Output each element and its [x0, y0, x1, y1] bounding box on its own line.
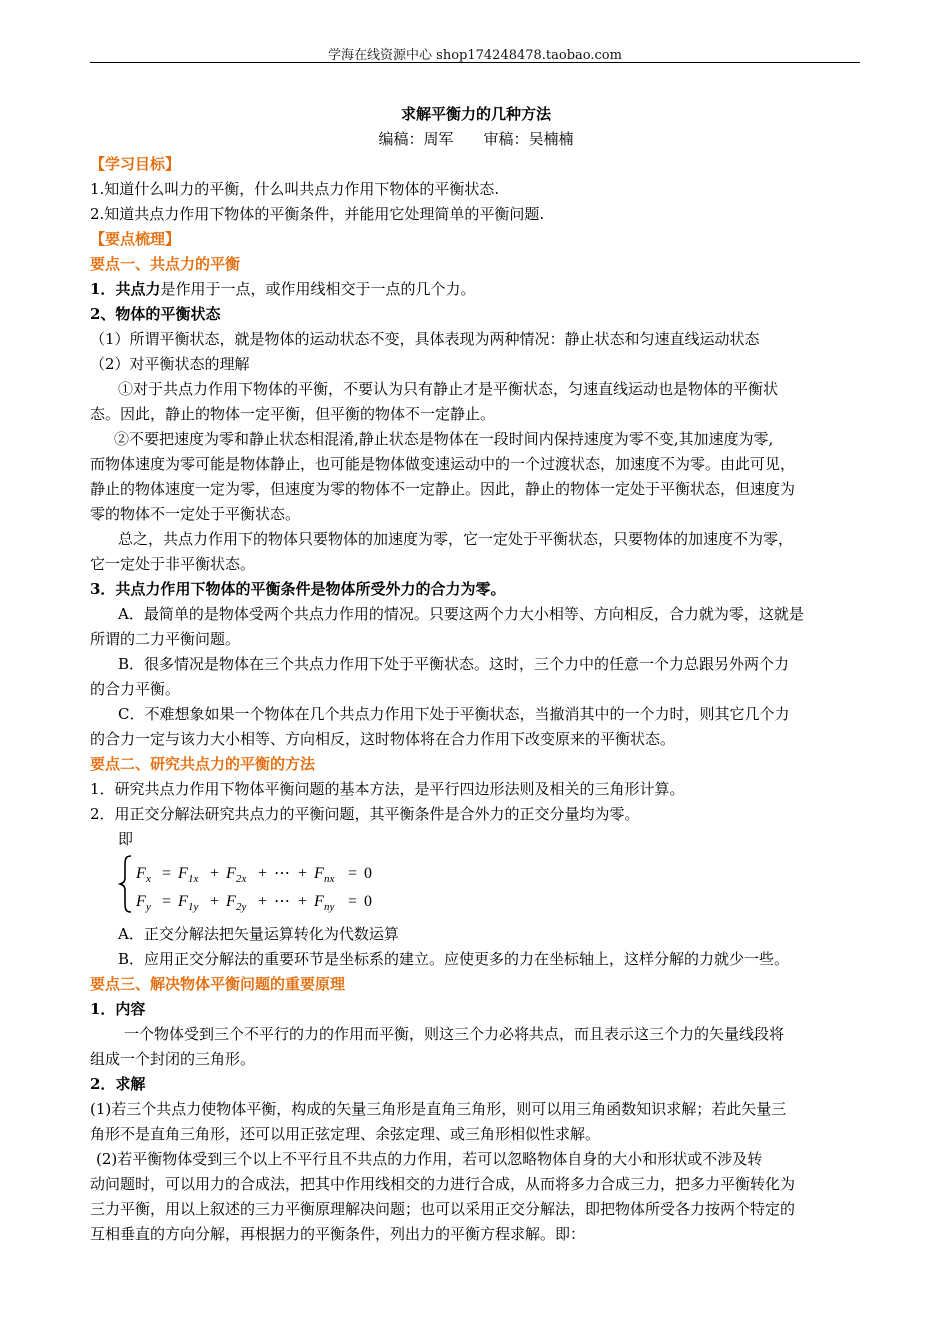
text-line: (1)若三个共点力使物体平衡，构成的矢量三角形是直角三角形，则可以用三角函数知识求解；若此矢量三	[90, 1100, 787, 1118]
eq1-equals2: =	[348, 865, 358, 882]
eq2-term1: F1y	[178, 893, 199, 913]
goal-2: 2.知道共点力作用下物体的平衡条件，并能用它处理简单的平衡问题.	[90, 205, 545, 223]
text-line: 角形不是直角三角形，还可以用正弦定理、余弦定理、或三角形相似性求解。	[90, 1125, 601, 1143]
eq1-equals: =	[162, 865, 172, 882]
eq1-zero: 0	[364, 865, 372, 882]
key-point-2-heading: 要点二、研究共点力的平衡的方法	[90, 755, 316, 773]
eq2-term3: Fny	[314, 893, 335, 913]
paragraph-concurrent-force	[90, 277, 862, 302]
section-learning-goals: 【学习目标】	[90, 155, 181, 173]
equation-system	[118, 852, 458, 916]
text-line: 1．研究共点力作用下物体平衡问题的基本方法，是平行四边形法则及相关的三角形计算。	[90, 780, 685, 798]
key-point-3-heading: 要点三、解决物体平衡问题的重要原理	[90, 975, 346, 993]
doc-credits: 编稿：周军 审稿：吴楠楠	[378, 130, 574, 148]
eq1-plus3: +	[298, 865, 308, 882]
text-line: 互相垂直的方向分解，再根据力的平衡条件，列出力的平衡方程求解。即：	[90, 1225, 586, 1243]
text-line: 三力平衡，用以上叙述的三力平衡原理解决问题；也可以采用正交分解法，即把物体所受各力按两个特定的	[90, 1200, 796, 1218]
text-line: 所谓的二力平衡问题。	[90, 630, 241, 648]
paragraph-2-2: （2）对平衡状态的理解	[90, 355, 250, 373]
text-line: 动问题时，可以用力的合成法，把其中作用线相交的力进行合成，从而将多力合成三力，把多力平衡转化为	[90, 1175, 796, 1193]
eq2-lhs: Fy	[136, 893, 151, 913]
page-header: 学海在线资源中心 shop174248478.taobao.com	[328, 48, 622, 63]
section-key-points: 【要点梳理】	[90, 230, 181, 248]
equilibrium-equations	[118, 852, 862, 916]
eq2-ellipsis: ⋯	[274, 893, 290, 910]
term-concurrent-force: 共点力	[115, 280, 161, 298]
text-line: A．最简单的是物体受两个共点力作用的情况。只要这两个力大小相等、方向相反，合力就为零，这就是	[118, 605, 804, 623]
goal-1: 1.知道什么叫力的平衡，什么叫共点力作用下物体的平衡状态.	[90, 180, 500, 198]
num-1: 1．	[90, 280, 116, 298]
text-line: 一个物体受到三个不平行的力的作用而平衡，则这三个力必将共点，而且表示这三个力的矢量线段将	[124, 1025, 785, 1043]
eq1-lhs: Fx	[136, 865, 151, 885]
text-line: (2)若平衡物体受到三个以上不平行且不共点的力作用，若可以忽略物体自身的大小和形状或不涉及转	[96, 1150, 763, 1168]
eq1-ellipsis: ⋯	[274, 865, 290, 882]
heading-equilibrium-state: 2、物体的平衡状态	[90, 305, 221, 323]
eq2-plus3: +	[298, 893, 308, 910]
key-point-1-heading: 要点一、共点力的平衡	[90, 255, 241, 273]
text-line: A．正交分解法把矢量运算转化为代数运算	[118, 925, 399, 943]
eq2-zero: 0	[364, 893, 372, 910]
text-line: 2．用正交分解法研究共点力的平衡问题，其平衡条件是合外力的正交分量均为零。	[90, 805, 640, 823]
text-line: 总之，共点力作用下的物体只要物体的加速度为零，它一定处于平衡状态，只要物体的加速度不为零，	[118, 530, 794, 548]
eq1-term3: Fnx	[314, 865, 335, 885]
text-line: 零的物体不一定处于平衡状态。	[90, 505, 301, 523]
heading-equilibrium-condition: 3．共点力作用下物体的平衡条件是物体所受外力的合力为零。	[90, 580, 506, 598]
eq2-plus1: +	[210, 893, 220, 910]
eq1-term1: F1x	[178, 865, 199, 885]
text-line: 即	[118, 830, 134, 848]
text-line: ②不要把速度为零和静止状态相混淆,静止状态是物体在一段时间内保持速度为零不变,其加速度为零,	[114, 430, 774, 448]
text-line: 态。因此，静止的物体一定平衡，但平衡的物体不一定静止。	[90, 405, 496, 423]
text-line: 组成一个封闭的三角形。	[90, 1050, 256, 1068]
text-line: ①对于共点力作用下物体的平衡，不要认为只有静止才是平衡状态，匀速直线运动也是物体的平衡状	[118, 380, 779, 398]
left-brace	[120, 856, 131, 912]
paragraph-2-1: （1）所谓平衡状态，就是物体的运动状态不变，具体表现为两种情况：静止状态和匀速直线运动状态	[90, 330, 760, 348]
document-body	[90, 102, 862, 1247]
text-line: 静止的物体速度一定为零，但速度为零的物体不一定静止。因此，静止的物体一定处于平衡状态，但速度为	[90, 480, 796, 498]
eq1-term2: F2x	[226, 865, 247, 885]
eq2-equals: =	[162, 893, 172, 910]
text-line: 而物体速度为零可能是物体静止，也可能是物体做变速运动中的一个过渡状态，加速度不为零。由此可见，	[90, 455, 796, 473]
eq2-equals2: =	[348, 893, 358, 910]
text-line: B．应用正交分解法的重要环节是坐标系的建立。应使更多的力在坐标轴上，这样分解的力就少一些。	[118, 950, 790, 968]
text-line: C．不难想象如果一个物体在几个共点力作用下处于平衡状态，当撤消其中的一个力时，则其它几个力	[118, 705, 790, 723]
eq1-plus2: +	[258, 865, 268, 882]
eq2-plus2: +	[258, 893, 268, 910]
eq1-plus1: +	[210, 865, 220, 882]
text-line: 它一定处于非平衡状态。	[90, 555, 256, 573]
heading-solution: 2．求解	[90, 1075, 146, 1093]
text-line: 的合力平衡。	[90, 680, 181, 698]
header-rule	[90, 62, 860, 63]
eq2-term2: F2y	[226, 893, 247, 913]
text-line: B．很多情况是物体在三个共点力作用下处于平衡状态。这时，三个力中的任意一个力总跟另外两个力	[118, 655, 790, 673]
text-line: 的合力一定与该力大小相等、方向相反，这时物体将在合力作用下改变原来的平衡状态。	[90, 730, 676, 748]
doc-title: 求解平衡力的几种方法	[400, 105, 551, 123]
heading-content: 1．内容	[90, 1000, 146, 1018]
concurrent-force-def: 是作用于一点，或作用线相交于一点的几个力。	[160, 280, 476, 298]
